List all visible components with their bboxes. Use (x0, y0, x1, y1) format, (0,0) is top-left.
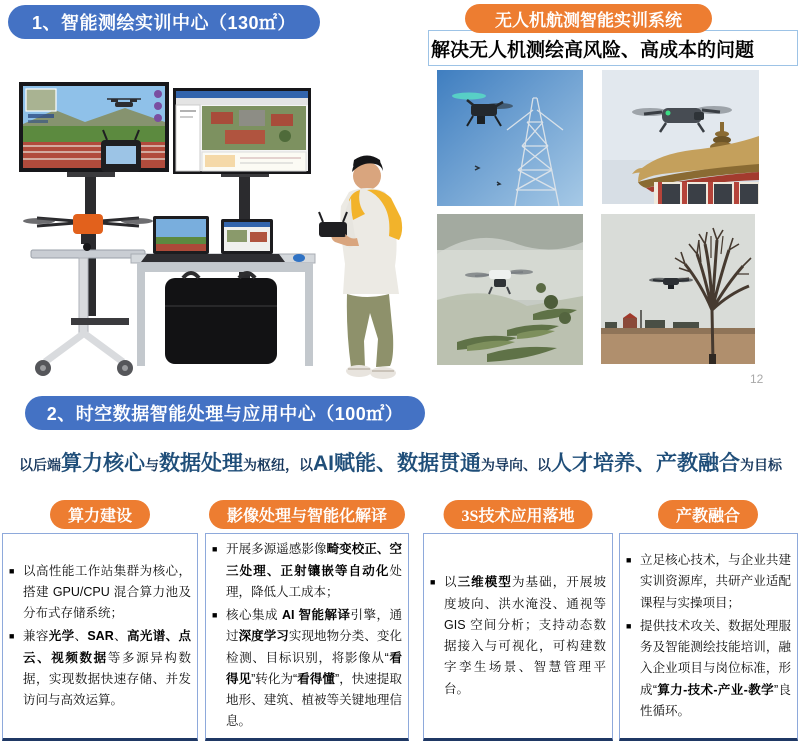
column-header-industry-education: 产教融合 (658, 500, 758, 529)
slogan-segment: 数据处理 (159, 452, 243, 475)
column-header-computing: 算力建设 (50, 500, 150, 529)
section-1-banner: 1、智能测绘实训中心（130㎡） (8, 5, 320, 39)
bullet-item (626, 616, 791, 722)
column-header-imagery: 影像处理与智能化解译 (209, 500, 405, 529)
bullet-text: 核心集成 AI 智能解译引擎，通过深度学习实现地物分类、变化检测、目标识别，将影像从“看得见”转化为“看得懂”，快速提取地形、建筑、植被等关键地理信息。 (226, 608, 402, 729)
column-box-computing (2, 533, 198, 741)
bullet-marker-icon: ■ (626, 555, 632, 565)
bullet-marker-icon: ■ (430, 577, 436, 588)
bullet-marker-icon: ■ (212, 610, 218, 621)
column-box-3s (423, 533, 613, 741)
section-2-banner: 2、时空数据智能处理与应用中心（100㎡） (25, 396, 425, 430)
drone-orchard-illustration (437, 214, 583, 365)
bullet-marker-icon: ■ (626, 620, 632, 631)
uav-tagline-box (428, 30, 798, 66)
uav-system-banner: 无人机航测智能实训系统 (465, 4, 712, 33)
bullet-item (212, 539, 402, 603)
bullet-item (430, 572, 606, 700)
photo-training-workstation (15, 66, 430, 386)
bullet-text: 提供技术攻关、数据处理服务及智能测绘技能培训，融入企业项目与岗位标准，形成“算力-技术-产业-教学”良性循环。 (640, 618, 791, 718)
uav-tagline-text: 解决无人机测绘高风险、高成本的问题 (431, 39, 755, 61)
slogan-segment: 人才培养、产教融合 (551, 452, 740, 475)
bullet-text: 开展多源遥感影像畸变校正、空三处理、正射镶嵌等自动化处理，降低人工成本； (226, 542, 402, 599)
slogan-segment: 与 (145, 457, 159, 473)
bullet-marker-icon: ■ (9, 565, 15, 576)
photo-drone-orchard (437, 214, 583, 365)
workstation-illustration (15, 66, 430, 386)
bullet-text: 立足核心技术，与企业共建实训资源库，共研产业适配课程与实操项目； (640, 553, 791, 610)
bullet-marker-icon: ■ (9, 631, 15, 642)
photo-drone-temple (602, 70, 759, 204)
drone-tower-illustration (437, 70, 583, 206)
bullet-item (9, 626, 191, 711)
bullet-item (212, 605, 402, 733)
slogan-segment: 为枢纽，以 (243, 457, 313, 473)
drone-tree-illustration (601, 214, 755, 364)
bullet-item (626, 550, 791, 614)
column-box-industry-education (619, 533, 798, 741)
page-number: 12 (750, 372, 764, 386)
photo-drone-tree (601, 214, 755, 364)
column-box-imagery (205, 533, 409, 741)
slogan-line (0, 447, 801, 477)
bullet-text: 兼容光学、SAR、高光谱、点云、视频数据等多源异构数据，实现数据快速存储、并发访问与高效运算。 (23, 629, 191, 708)
slogan-segment: 为目标 (740, 457, 782, 473)
slogan-segment: 算力核心 (61, 452, 145, 475)
bullet-item (9, 561, 191, 625)
slogan-segment: 以后端 (19, 457, 61, 473)
bullet-marker-icon: ■ (212, 544, 218, 555)
column-header-3s: 3S技术应用落地 (444, 500, 593, 529)
slogan-segment: AI赋能、数据贯通 (313, 452, 481, 475)
slogan-segment: 为导向、以 (481, 457, 551, 473)
drone-temple-illustration (602, 70, 759, 204)
bullet-text: 以高性能工作站集群为核心，搭建 GPU/CPU 混合算力池及分布式存储系统； (23, 563, 191, 621)
bullet-text: 以三维模型为基础，开展坡度坡向、洪水淹没、通视等 GIS 空间分析；支持动态数据接入与可视化，可构建数字孪生场景、智慧管理平台。 (444, 575, 606, 696)
photo-drone-power-tower (437, 70, 583, 206)
